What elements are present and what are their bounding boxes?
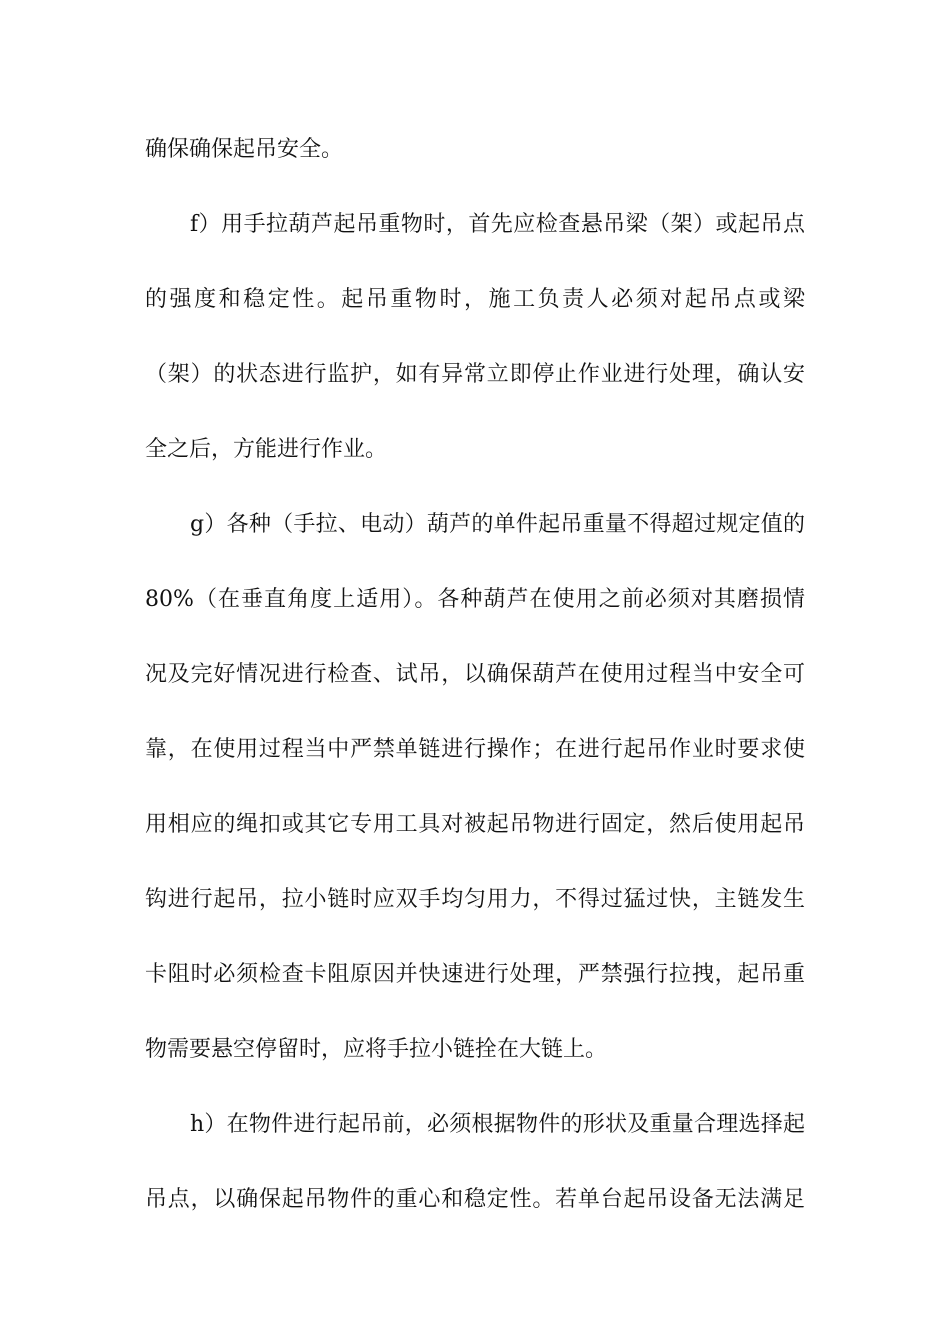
text-line: 用相应的绳扣或其它专用工具对被起吊物进行固定，然后使用起吊 <box>145 812 805 837</box>
text-line: 钩进行起吊，拉小链时应双手均匀用力，不得过猛过快，主链发生 <box>145 887 805 912</box>
text-line: （架）的状态进行监护，如有异常立即停止作业进行处理，确认安 <box>145 362 805 387</box>
text-line: 80%（在垂直角度上适用）。各种葫芦在使用之前必须对其磨损情 <box>145 587 805 612</box>
text-line: 况及完好情况进行检查、试吊，以确保葫芦在使用过程当中安全可 <box>145 662 805 687</box>
text-line: 物需要悬空停留时，应将手拉小链拴在大链上。 <box>145 1037 608 1062</box>
paragraph-g-start: g）各种（手拉、电动）葫芦的单件起吊重量不得超过规定值的 <box>190 512 805 537</box>
text-line: 的强度和稳定性。起吊重物时，施工负责人必须对起吊点或梁 <box>145 287 805 312</box>
text-line: 靠，在使用过程当中严禁单链进行操作；在进行起吊作业时要求使 <box>145 737 805 762</box>
text-line: 全之后，方能进行作业。 <box>145 437 388 462</box>
text-line: 确保确保起吊安全。 <box>145 137 344 162</box>
text-line: 卡阻时必须检查卡阻原因并快速进行处理，严禁强行拉拽，起吊重 <box>145 962 805 987</box>
paragraph-f-start: f）用手拉葫芦起吊重物时，首先应检查悬吊梁（架）或起吊点 <box>190 212 805 237</box>
text-line: 吊点，以确保起吊物件的重心和稳定性。若单台起吊设备无法满足 <box>145 1187 805 1212</box>
paragraph-h-start: h）在物件进行起吊前，必须根据物件的形状及重量合理选择起 <box>190 1112 805 1137</box>
